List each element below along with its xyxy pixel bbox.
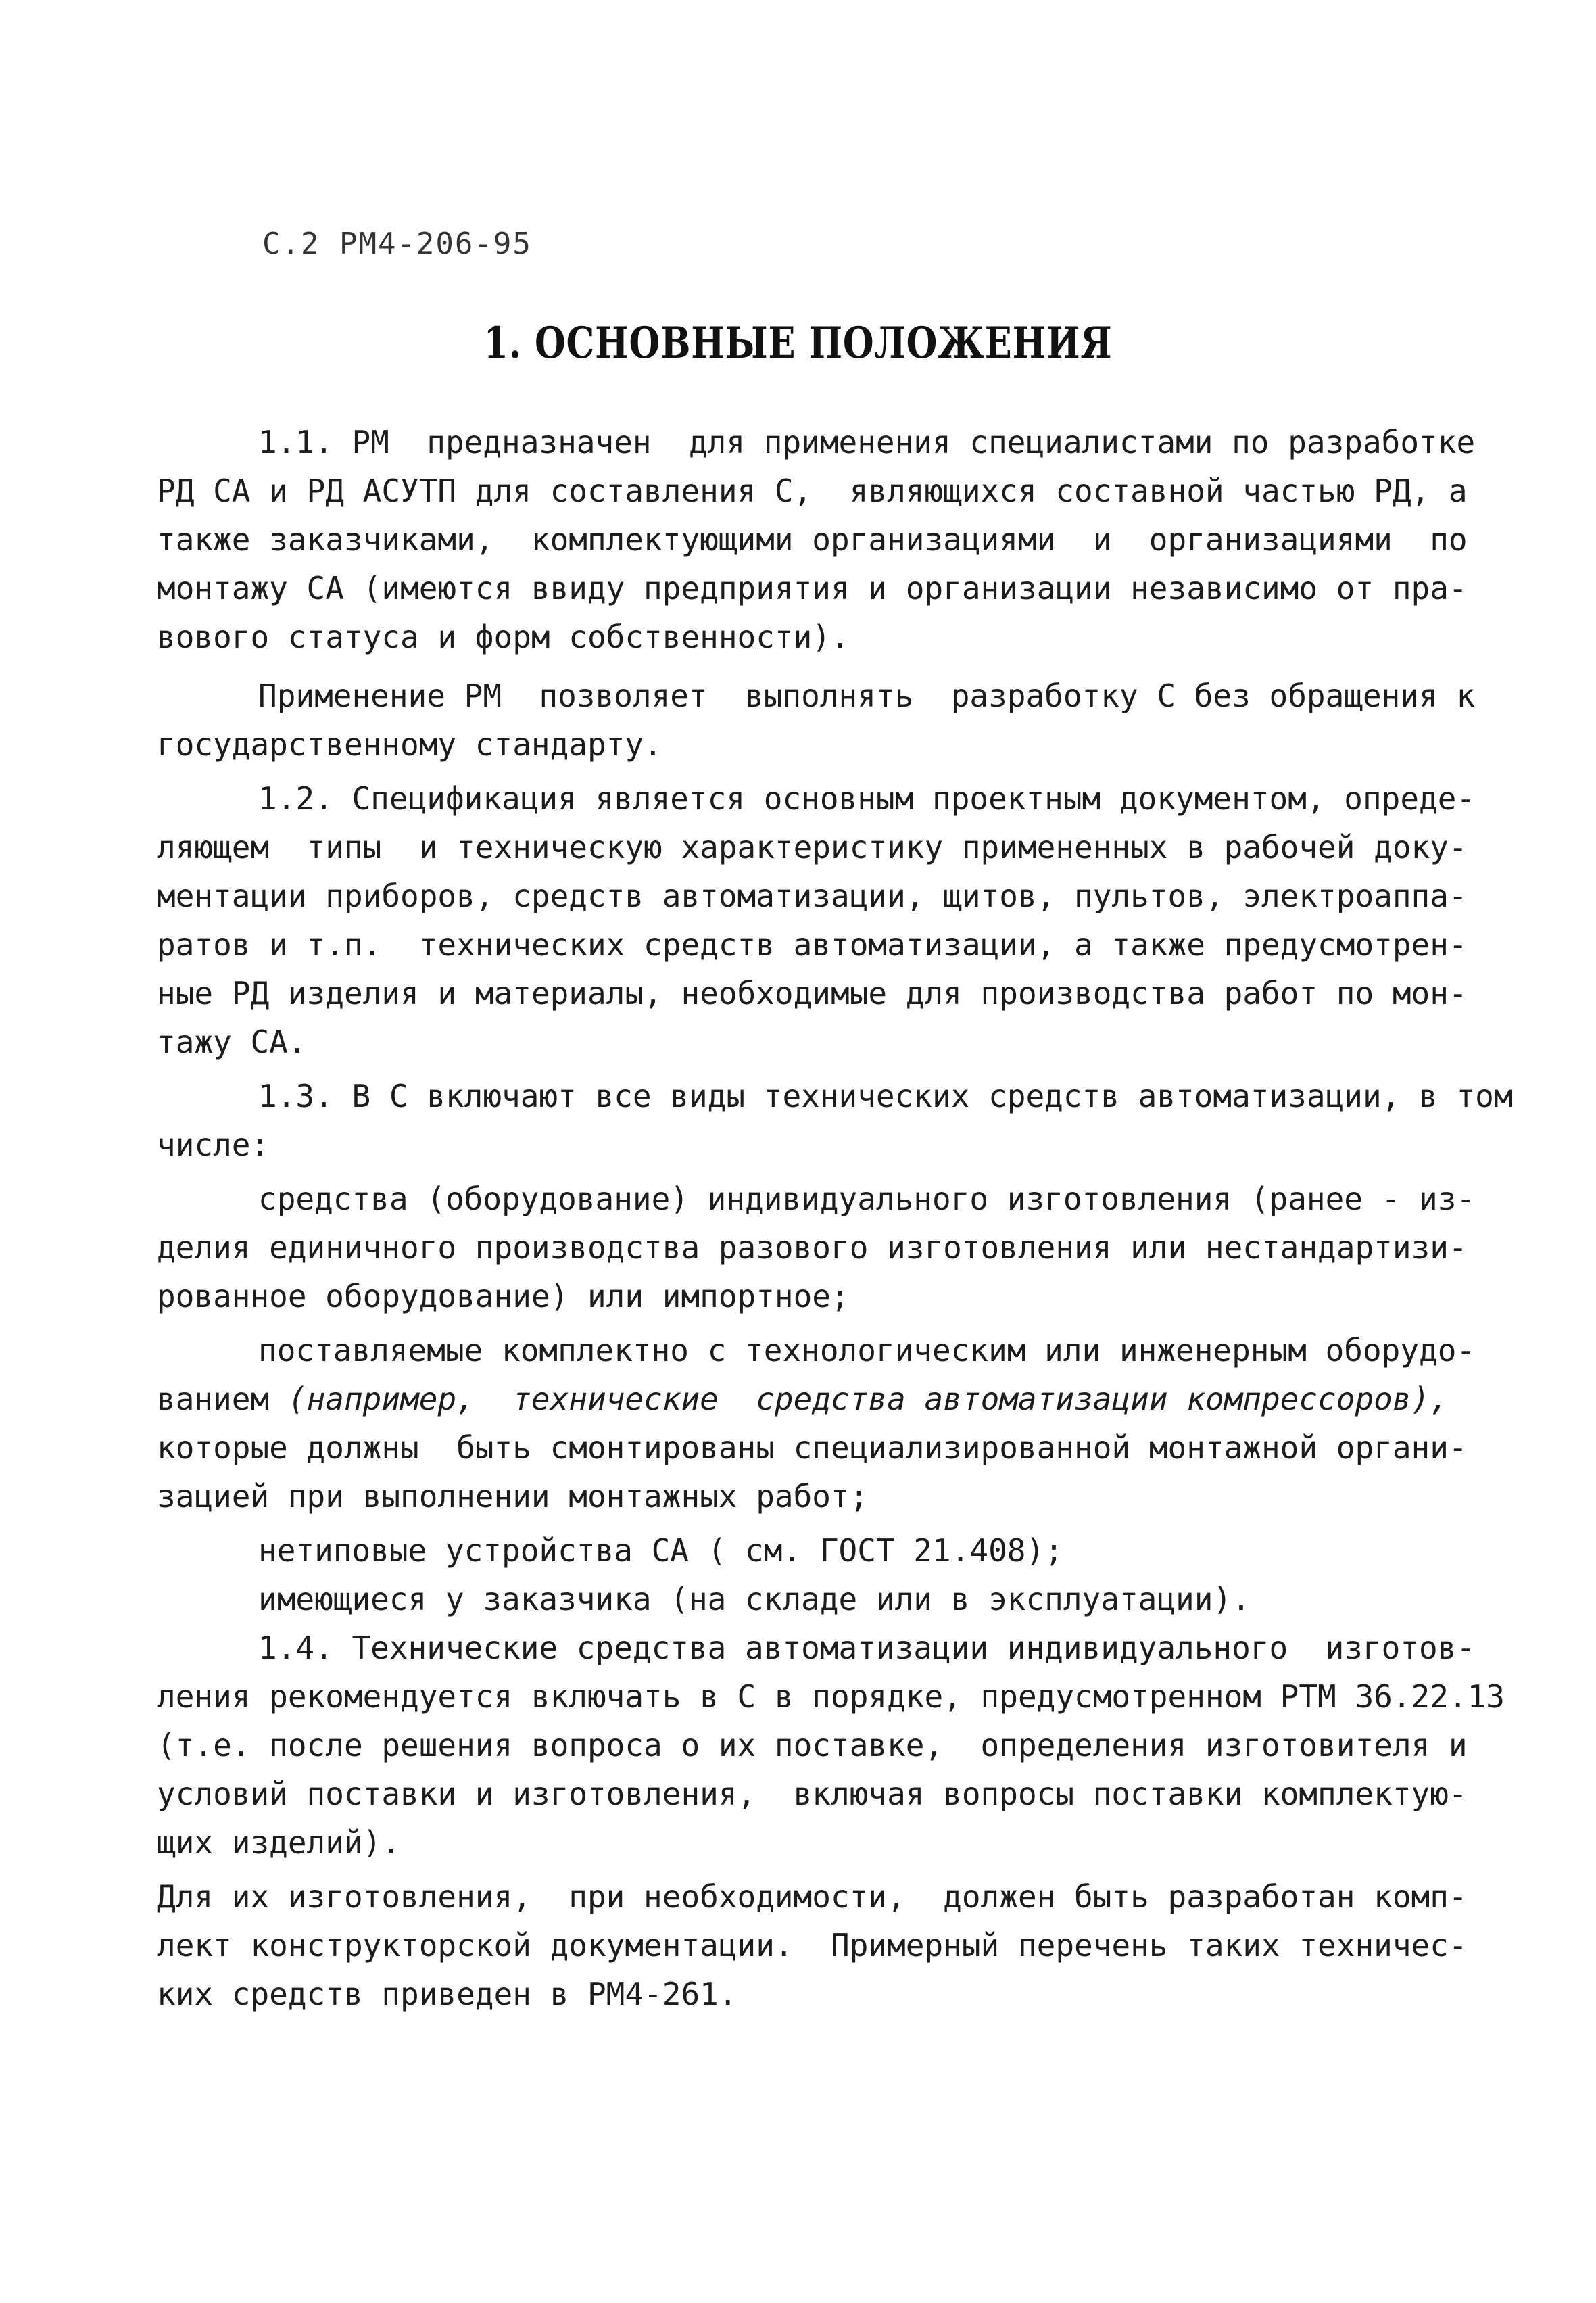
text-line: средства (оборудование) индивидуального изготовления (ранее - из- [258,1181,1476,1217]
text-line: лект конструкторской документации. Примерный перечень таких техничес- [157,1927,1468,1964]
text-line: нетиповые устройства СА ( см. ГОСТ 21.408); [258,1532,1063,1569]
text-line: которые должны быть смонтированы специализированной монтажной органи- [157,1429,1468,1466]
text-line: Применение РМ позволяет выполнять разработку С без обращения к [258,678,1476,714]
text-line: Для их изготовления, при необходимости, должен быть разработан комп- [157,1878,1468,1915]
text-line: щих изделий). [157,1824,401,1861]
text-line: поставляемые комплектно с технологическим или инженерным оборудо- [258,1332,1476,1369]
text-line: РД СА и РД АСУТП для составления С, являющихся составной частью РД, а [157,473,1468,509]
text-line: числе: [157,1126,270,1163]
text-line: 1.4. Технические средства автоматизации индивидуального изготов- [258,1630,1476,1666]
italic-example: (например, технические средства автоматизации компрессоров), [287,1381,1449,1417]
text-line: ления рекомендуется включать в С в порядке, предусмотренном РТМ 36.22.13 [157,1678,1505,1715]
text-line: ментации приборов, средств автоматизации, щитов, пультов, электроаппа- [157,878,1468,914]
text-line: вового статуса и форм собственности). [157,619,850,655]
text-line-mixed [157,1375,1449,1423]
text-line: ратов и т.п. технических средств автоматизации, а также предусмотрен- [157,926,1468,963]
text-line: имеющиеся у заказчика (на складе или в эксплуатации). [258,1581,1251,1617]
text-line: делия единичного производства разового изготовления или нестандартизи- [157,1229,1468,1266]
text-segment: ванием [157,1381,288,1417]
text-line: 1.2. Спецификация является основным проектным документом, опреде- [258,780,1476,817]
section-title: 1. ОСНОВНЫЕ ПОЛОЖЕНИЯ [483,318,1113,369]
text-line: рованное оборудование) или импортное; [157,1278,850,1314]
text-line: государственному стандарту. [157,726,662,763]
text-line: также заказчиками, комплектующими организациями и организациями по [157,521,1468,558]
text-line: условий поставки и изготовления, включая вопросы поставки комплектую- [157,1776,1468,1812]
text-line: ких средств приведен в РМ4-261. [157,1976,737,2012]
text-line: ные РД изделия и материалы, необходимые для производства работ по мон- [157,975,1468,1012]
text-line: тажу СА. [157,1024,307,1060]
text-line: ляющем типы и техническую характеристику примененных в рабочей доку- [157,829,1468,865]
text-line: монтажу СА (имеются ввиду предприятия и организации независимо от пра- [157,570,1468,607]
text-line: зацией при выполнении монтажных работ; [157,1478,869,1515]
text-line: (т.е. после решения вопроса о их поставке, определения изготовителя и [157,1727,1468,1763]
text-line: 1.3. В С включают все виды технических средств автоматизации, в том [258,1078,1513,1114]
text-line: 1.1. РМ предназначен для применения специалистами по разработке [258,424,1476,460]
page-reference: С.2 РМ4-206-95 [262,227,532,261]
